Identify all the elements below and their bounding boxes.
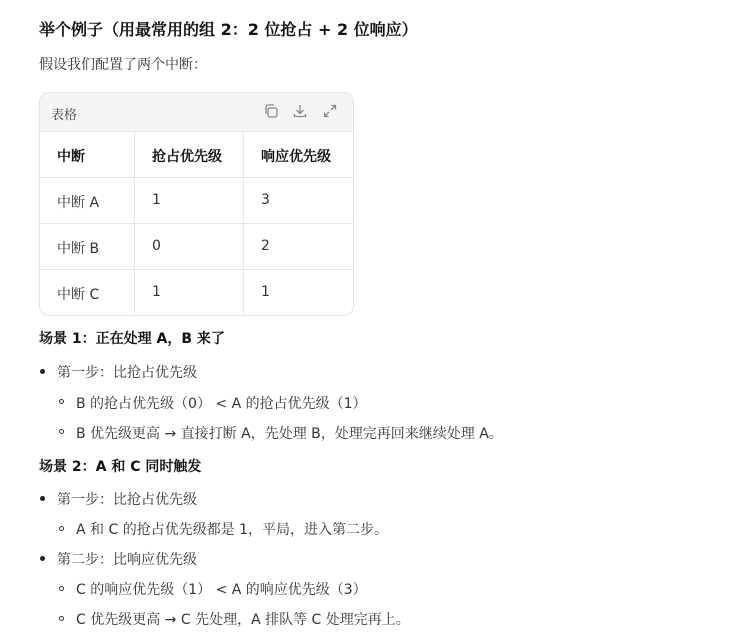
sub-bullet-icon [59,616,64,621]
row-divider [40,269,353,270]
table-toolbar-label: 表格 [51,108,78,123]
scenario1-sub1: B 的抢占优先级（0） < A 的抢占优先级（1） [76,396,367,412]
scenario2-sub2: C 的响应优先级（1） < A 的响应优先级（3） [76,582,367,598]
scenario2-step1: 第一步：比抢占优先级 [57,492,197,508]
table-toolbar [40,93,353,132]
table-cell: 中断 C [57,287,100,303]
table-cell: 中断 A [57,195,100,211]
column-header: 响应优先级 [261,149,331,165]
scenario2-sub3: C 优先级更高 → C 先处理，A 排队等 C 处理完再上。 [76,612,410,628]
scenario1-title: 场景 1：正在处理 A，B 来了 [39,331,225,347]
table-cell: 中断 B [57,241,100,257]
table-cell: 1 [152,192,161,208]
row-divider [40,223,353,224]
row-divider [40,177,353,178]
sub-bullet-icon [59,399,64,404]
bullet-icon [40,369,45,374]
sub-bullet-icon [59,526,64,531]
copy-icon[interactable] [263,103,279,119]
table-cell: 1 [152,284,161,300]
download-icon[interactable] [292,103,308,119]
bullet-icon [40,556,45,561]
column-header: 抢占优先级 [152,149,222,165]
section-heading: 举个例子（用最常用的组 2：2 位抢占 + 2 位响应） [39,20,418,39]
bullet-icon [40,496,45,501]
table-cell: 2 [261,238,270,254]
table-cell: 0 [152,238,161,254]
scenario1-sub2: B 优先级更高 → 直接打断 A，先处理 B，处理完再回来继续处理 A。 [76,426,503,442]
intro-text: 假设我们配置了两个中断： [39,57,207,73]
sub-bullet-icon [59,429,64,434]
scenario2-sub1: A 和 C 的抢占优先级都是 1，平局，进入第二步。 [76,522,389,538]
scenario1-step1: 第一步：比抢占优先级 [57,365,197,381]
sub-bullet-icon [59,586,64,591]
column-header: 中断 [57,149,85,165]
scenario2-step2: 第二步：比响应优先级 [57,552,197,568]
scenario2-title: 场景 2：A 和 C 同时触发 [39,459,202,475]
priority-table-card [39,92,354,316]
table-cell: 3 [261,192,270,208]
expand-icon[interactable] [322,103,338,119]
table-cell: 1 [261,284,270,300]
